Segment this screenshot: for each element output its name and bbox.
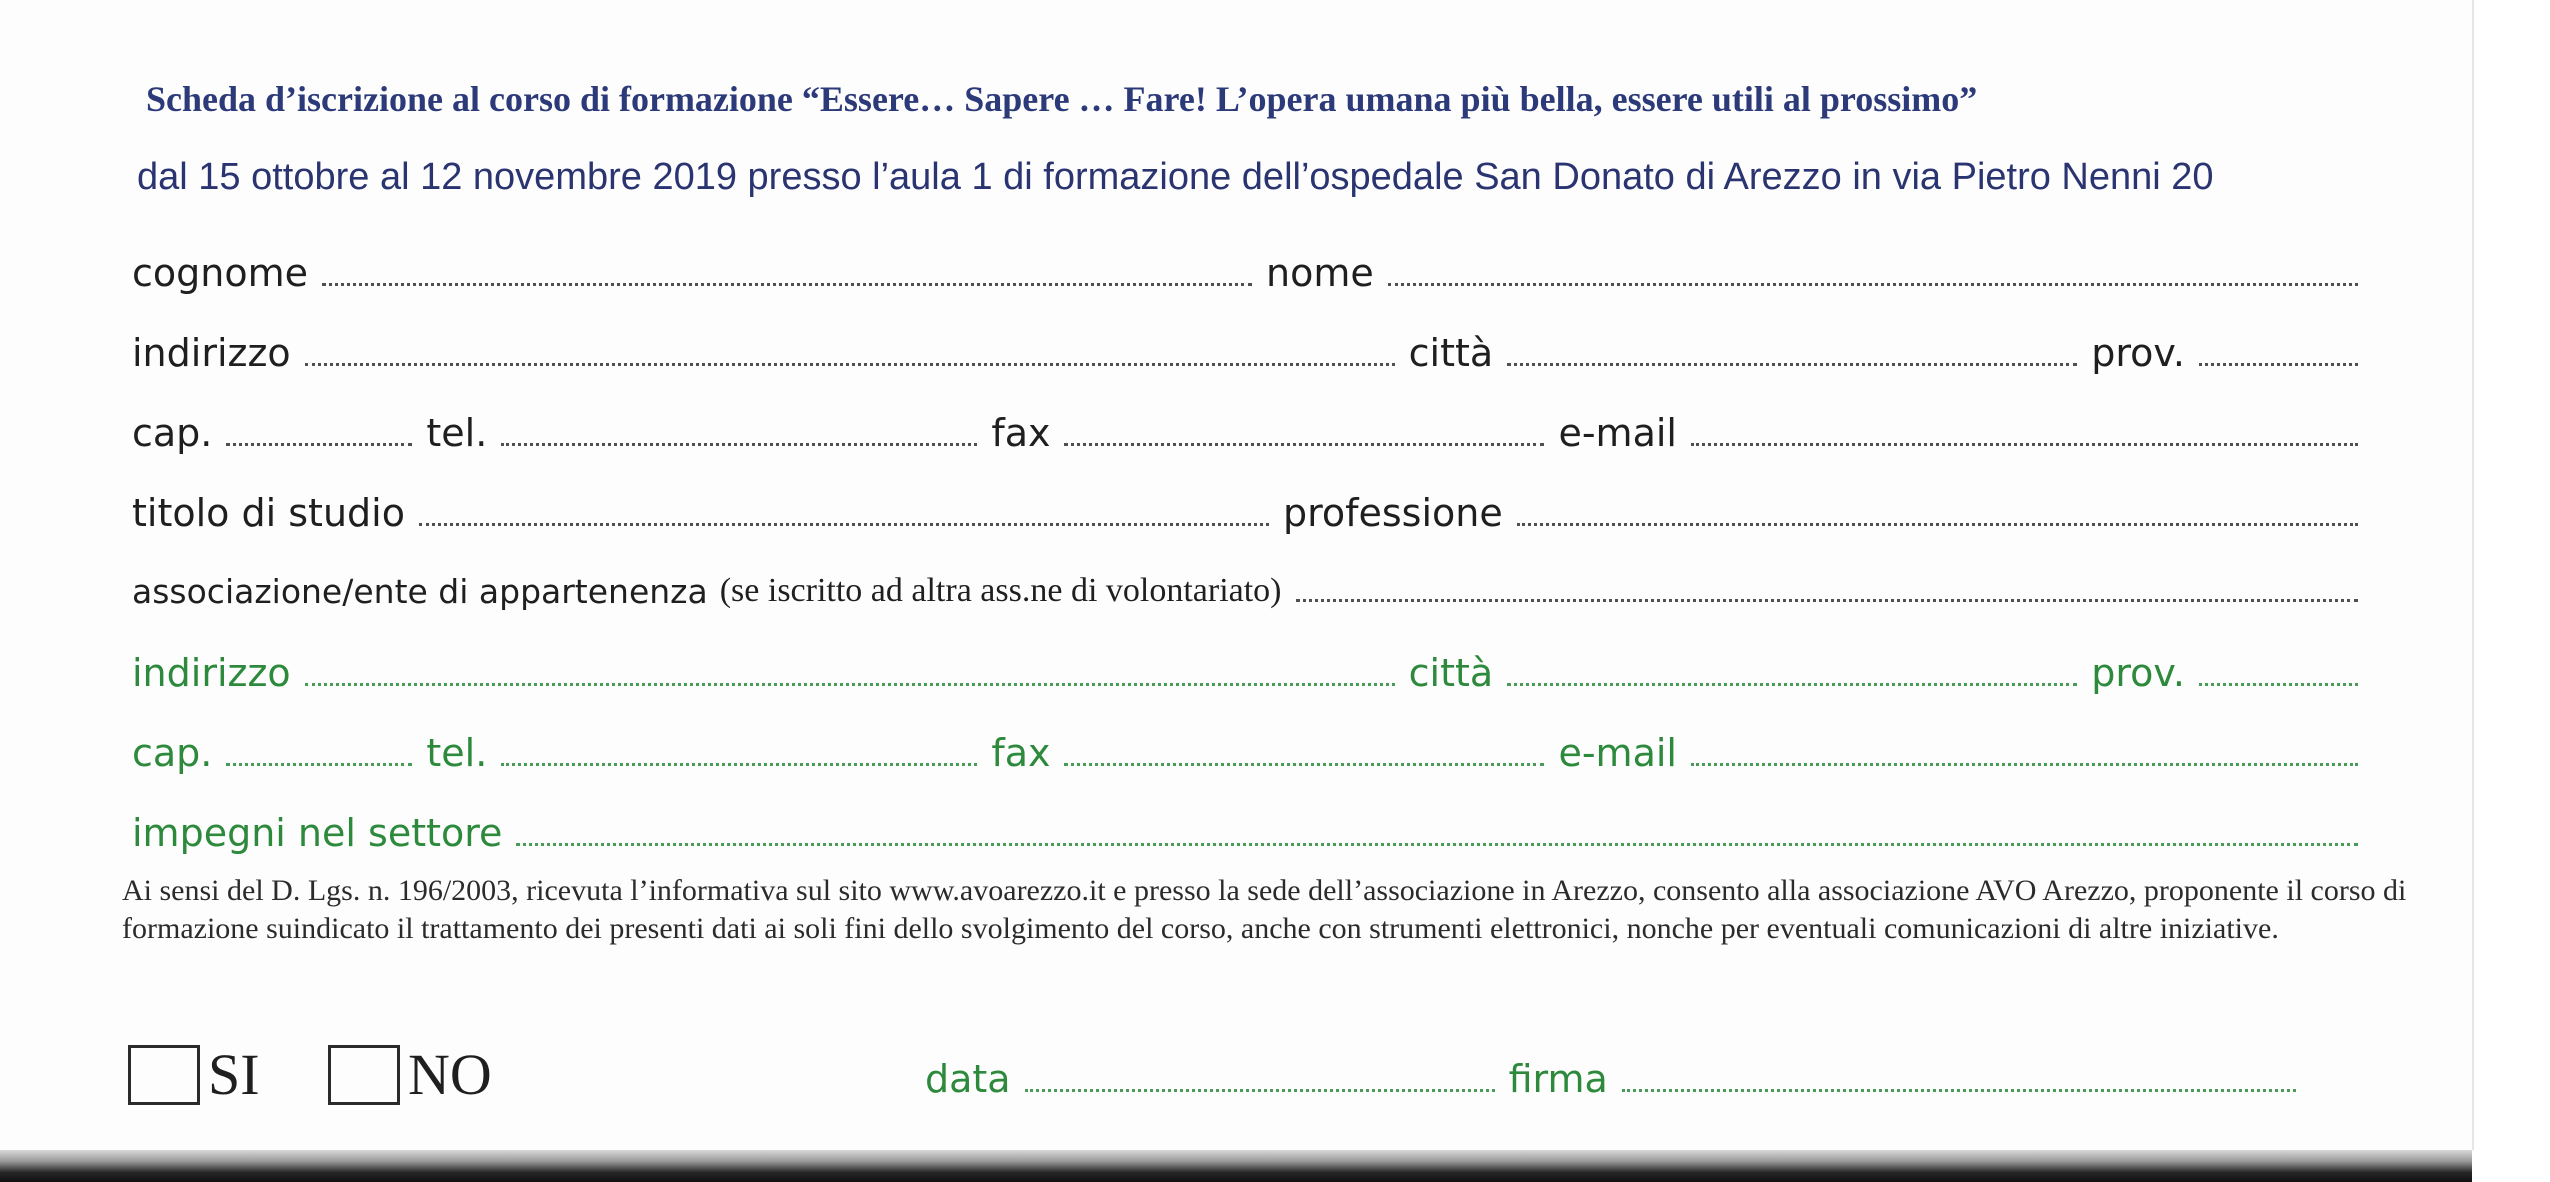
fax-label: fax: [991, 411, 1051, 455]
tel-label: tel.: [426, 411, 488, 455]
scan-right-margin: [2474, 0, 2550, 1182]
form-title: Scheda d’iscrizione al corso di formazione “Essere… Sapere … Fare! L’opera umana più bella, essere utili al prossimo”: [146, 79, 1978, 119]
si-label: SI: [208, 1042, 260, 1107]
associazione-field[interactable]: [1296, 599, 2359, 602]
professione-field[interactable]: [1517, 523, 2358, 526]
row-associazione: [132, 556, 2372, 612]
assoc-indirizzo-field[interactable]: [305, 683, 1395, 686]
form-subtitle: dal 15 ottobre al 12 novembre 2019 presso l’aula 1 di formazione dell’ospedale San Donato di Arezzo in via Pietro Nenni 20: [137, 156, 2214, 198]
assoc-cap-label: cap.: [132, 731, 213, 775]
email-label: e-mail: [1558, 411, 1677, 455]
scan-bottom-shadow: [0, 1150, 2472, 1182]
row-contatti: [132, 400, 2372, 456]
row-assoc-contatti: [132, 720, 2372, 776]
citta-field[interactable]: [1507, 363, 2077, 366]
nome-label: nome: [1266, 251, 1374, 295]
prov-field[interactable]: [2199, 363, 2358, 366]
row-assoc-indirizzo: [132, 640, 2372, 696]
si-checkbox[interactable]: [128, 1045, 200, 1105]
assoc-tel-field[interactable]: [501, 763, 977, 766]
fax-field[interactable]: [1064, 443, 1544, 446]
email-field[interactable]: [1691, 443, 2358, 446]
assoc-cap-field[interactable]: [226, 763, 412, 766]
signature-row: [925, 1046, 2310, 1102]
assoc-fax-label: fax: [991, 731, 1051, 775]
consent-si[interactable]: [128, 1040, 260, 1110]
assoc-prov-field[interactable]: [2199, 683, 2358, 686]
consent-no[interactable]: [328, 1040, 492, 1110]
titolo-studio-label: titolo di studio: [132, 491, 405, 535]
impegni-label: impegni nel settore: [132, 811, 503, 855]
row-indirizzo: [132, 320, 2372, 376]
prov-label: prov.: [2091, 331, 2185, 375]
row-studio-professione: [132, 480, 2372, 536]
data-field[interactable]: [1025, 1089, 1495, 1092]
cognome-field[interactable]: [322, 283, 1252, 286]
assoc-citta-field[interactable]: [1507, 683, 2077, 686]
nome-field[interactable]: [1388, 283, 2358, 286]
associazione-note: (se iscritto ad altra ass.ne di volontariato): [719, 572, 1282, 609]
firma-label: firma: [1508, 1057, 1608, 1101]
professione-label: professione: [1282, 491, 1503, 535]
impegni-field[interactable]: [516, 843, 2358, 846]
assoc-indirizzo-label: indirizzo: [132, 651, 291, 695]
cap-field[interactable]: [226, 443, 412, 446]
assoc-tel-label: tel.: [426, 731, 488, 775]
citta-label: città: [1408, 331, 1494, 375]
assoc-email-field[interactable]: [1691, 763, 2358, 766]
row-impegni: [132, 800, 2372, 856]
privacy-statement: Ai sensi del D. Lgs. n. 196/2003, ricevuta l’informativa sul sito www.avoarezzo.it e presso la sede dell’associazione in Arezzo, consento alla associazione AVO Arezzo, proponente il corso di formazione suindicato il trattamento dei presenti dati ai soli fini dello svolgimento del corso, anche con strumenti elettronici, nonche per eventuali comunicazioni di altre iniziative.: [122, 874, 2407, 945]
data-label: data: [925, 1057, 1011, 1101]
assoc-citta-label: città: [1408, 651, 1494, 695]
indirizzo-label: indirizzo: [132, 331, 291, 375]
assoc-fax-field[interactable]: [1064, 763, 1544, 766]
firma-field[interactable]: [1622, 1089, 2296, 1092]
cap-label: cap.: [132, 411, 213, 455]
associazione-label: associazione/ente di appartenenza: [132, 572, 708, 611]
cognome-label: cognome: [132, 251, 308, 295]
assoc-email-label: e-mail: [1558, 731, 1677, 775]
assoc-prov-label: prov.: [2091, 651, 2185, 695]
indirizzo-field[interactable]: [305, 363, 1395, 366]
no-label: NO: [408, 1042, 492, 1107]
no-checkbox[interactable]: [328, 1045, 400, 1105]
titolo-studio-field[interactable]: [419, 523, 1269, 526]
tel-field[interactable]: [501, 443, 977, 446]
row-cognome-nome: [132, 240, 2372, 296]
